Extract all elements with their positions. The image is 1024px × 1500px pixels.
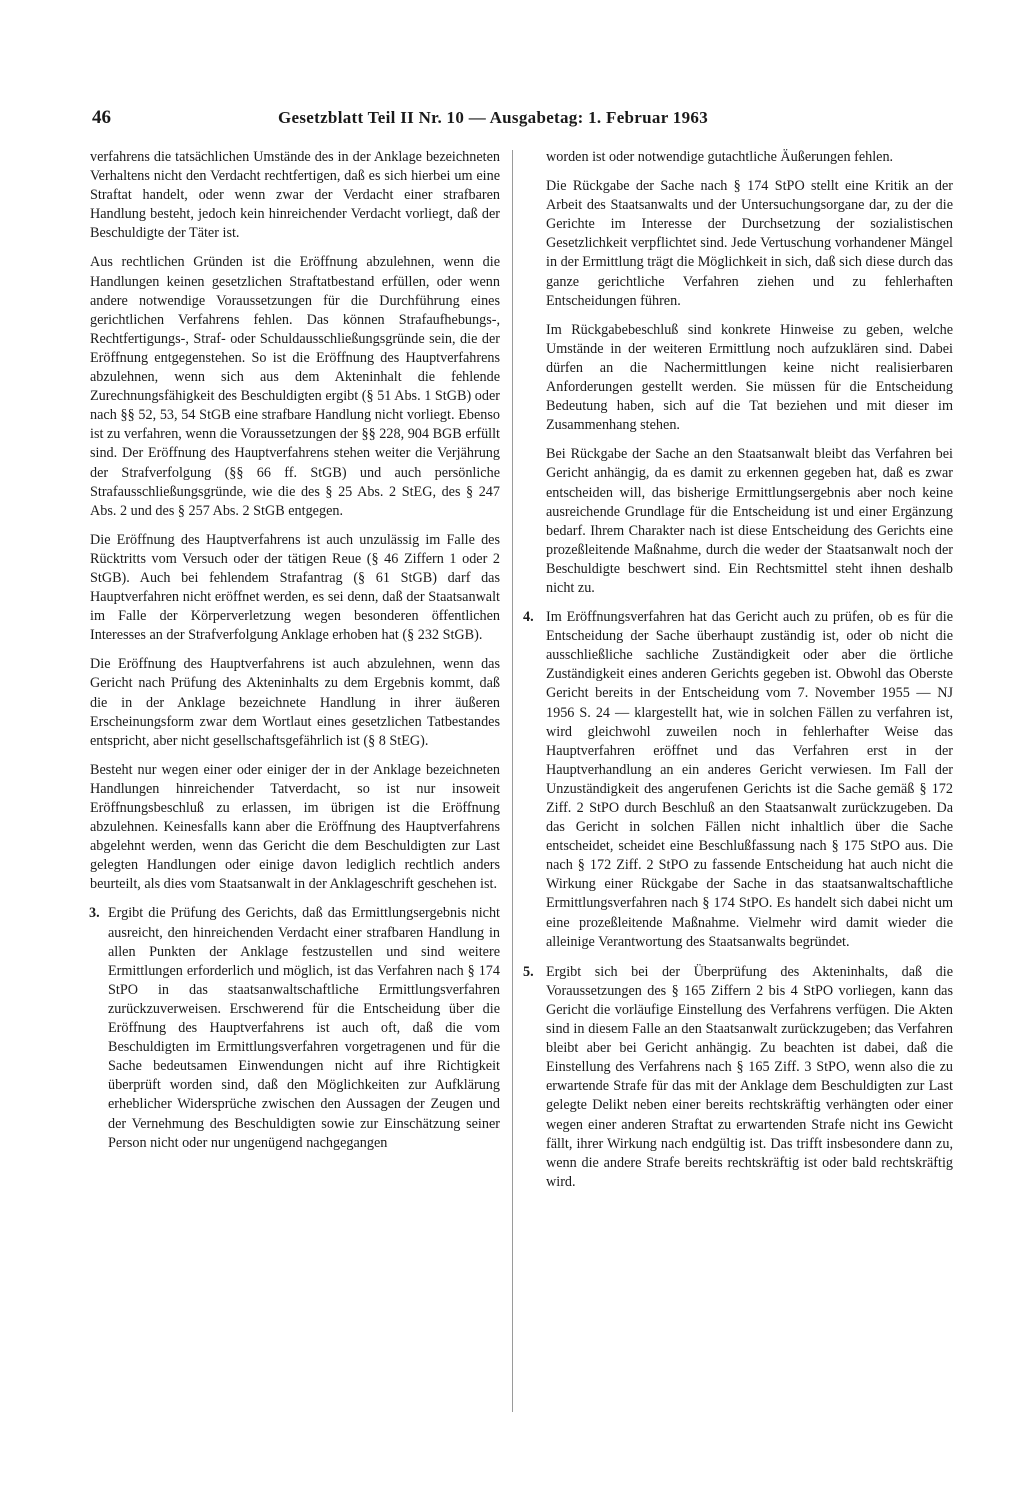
paragraph: worden ist oder notwendige gutachtliche Äußerungen fehlen. bbox=[546, 149, 894, 165]
item-number: 5. bbox=[523, 963, 534, 980]
numbered-item-5 bbox=[525, 963, 953, 1192]
item-text: Ergibt sich bei der Überprüfung des Akteninhalts, daß die Voraussetzungen des § 165 Ziffern 2 bis 4 StPO vorliegen, kann das Gericht die vorläufige Einstellung des Verfahrens verfügen. Die Akten sind in diesem Falle an den Staatsanwalt zurückzugeben; das Verfahren bleibt aber bei Gericht anhängig. Zu beachten ist dabei, daß die Einstellung des Verfahrens nach § 165 Ziff. 3 StPO, wenn also die zu erwartende Strafe für das mit der Anklage dem Beschuldigten zur Last gelegte Delikt neben einer bereits rechtskräftig verhängten oder einer wegen einer anderen Straftat zu erwartenden Strafe nicht ins Gewicht fällt, ihrer Wirkung nach endgültig ist. Das trifft insbesondere dann zu, wenn die andere Strafe bereits rechtskräftig ist oder bald rechtskräftig wird. bbox=[546, 963, 953, 1190]
page-number: 46 bbox=[92, 107, 111, 128]
paragraph: Aus rechtlichen Gründen ist die Eröffnung abzulehnen, wenn die Handlungen keinen gesetzlichen Straftatbestand erfüllen, oder wenn andere notwendige Voraussetzungen für die Durchführung eines gerichtlichen Verfahrens fehlen. Das können Strafaufhebungs-, Rechtfertigungs-, Straf- oder Schuldausschließungsgründe sein, die der Eröffnung entgegenstehen. So ist die Eröffnung des Hauptverfahrens abzulehnen, wenn sich aus dem Akteninhalt die fehlende Zurechnungsfähigkeit des Beschuldigten ergibt (§ 51 Abs. 1 StGB) oder nach §§ 52, 53, 54 StGB eine strafbare Handlung nicht vorliegt. Ebenso ist zu verfahren, wenn die Voraussetzungen der §§ 228, 904 BGB erfüllt sind. Der Eröffnung des Hauptverfahrens stehen weiter die Verjährung der Strafverfolgung (§§ 66 ff. StGB) und auch persönliche Strafausschließungsgründe, wie die des § 25 Abs. 2 StEG, des § 247 Abs. 2 und des § 257 Abs. 2 StGB entgegen. bbox=[90, 254, 500, 519]
right-column bbox=[525, 148, 953, 1203]
paragraph: Bei Rückgabe der Sache an den Staatsanwalt bleibt das Verfahren bei Gericht anhängig, da es damit zu erkennen gegeben hat, daß es zwar entscheiden will, das bisherige Ermittlungsergebnis aber noch keine ausreichende Grundlage für die Entscheidung ist und einer Ergänzung bedarf. Ihrem Charakter nach ist diese Entscheidung des Gerichts eine prozeßleitende Maßnahme, durch die weder der Staatsanwalt noch der Beschuldigte beschwert sind. Ein Rechtsmittel steht ihnen deshalb nicht zu. bbox=[546, 446, 953, 596]
paragraph: Die Rückgabe der Sache nach § 174 StPO stellt eine Kritik an der Arbeit des Staatsanwalts und der Untersuchungsorgane dar, zu der die Gerichte im Interesse der Durchsetzung der sozialistischen Gesetzlichkeit verpflichtet sind. Jede Vertuschung vorhandener Mängel in der Ermittlung trägt die Möglichkeit in sich, daß sich diese durch das ganze gerichtliche Verfahren ziehen und zu fehlerhaften Entscheidungen führen. bbox=[546, 178, 954, 309]
paragraph: Im Rückgabebeschluß sind konkrete Hinweise zu geben, welche Umstände in der weiteren Ermittlung noch aufzuklären sind. Dabei dürfen an die Nachermittlungen keine nicht realisierbaren Anforderungen gestellt werden. Sie müssen für die Entscheidung Bedeutung haben, sich auf die Tat beziehen und mit dieser im Zusammenhang stehen. bbox=[546, 321, 953, 434]
left-column bbox=[90, 148, 500, 1164]
paragraph: Die Eröffnung des Hauptverfahrens ist auch unzulässig im Falle des Rücktritts vom Versuch oder der tätigen Reue (§ 46 Ziffern 1 oder 2 StGB). Auch bei fehlendem Strafantrag (§ 61 StGB) darf das Hauptverfahren nicht eröffnet werden, es sei denn, daß der Staatsanwalt im Falle der Körperverletzung wegen besonderen öffentlichen Interesses an der Strafverfolgung Anklage erhoben hat (§ 232 StGB). bbox=[90, 531, 500, 644]
paragraph: verfahrens die tatsächlichen Umstände des in der Anklage bezeichneten Verhaltens nicht den Verdacht rechtfertigen, daß es sich hierbei um eine Straftat handelt, oder wenn zwar der Verdacht einer strafbaren Handlung besteht, jedoch kein hinreichender Verdacht vorliegt, daß der Beschuldigte der Täter ist. bbox=[90, 149, 500, 242]
numbered-item-4 bbox=[525, 608, 953, 952]
item-number: 3. bbox=[89, 905, 100, 922]
item-text: Im Eröffnungsverfahren hat das Gericht auch zu prüfen, ob es für die Entscheidung der Sache überhaupt zuständig ist, oder ob nicht die ausschließliche sachliche Zuständigkeit oder aber die örtliche Zuständigkeit eines anderen Gerichts gegeben ist. Obwohl das Oberste Gericht bereits in der Entscheidung vom 7. November 1955 — NJ 1956 S. 24 — klargestellt hat, wie in solchen Fällen zu verfahren ist, wird gleichwohl zuweilen noch in fehlerhafter Weise das Hauptverfahren eröffnet und das Verfahren erst in der Hauptverhandlung an ein anderes Gericht verwiesen. Im Fall der Unzuständigkeit des angerufenen Gerichts ist die Sache gemäß § 172 Ziff. 2 StPO durch Beschluß an den Staatsanwalt zurückzugeben. Da das Gericht in solchen Fällen nicht inhaltlich über die Sache entscheidet, scheidet eine Beschlußfassung nach § 175 StPO aus. Die nach § 172 Ziff. 2 StPO zu fassende Entscheidung hat auch nicht die Wirkung einer Rückgabe der Sache in das staatsanwaltschaftliche Ermittlungsverfahren nach § 174 StPO. Es handelt sich dabei nicht um eine prozeßleitende Maßnahme. Vielmehr wird damit wieder die alleinige Verantwortung des Staatsanwalts begründet. bbox=[546, 609, 953, 950]
column-divider bbox=[512, 150, 513, 1412]
item-number: 4. bbox=[523, 609, 534, 626]
running-head: Gesetzblatt Teil II Nr. 10 — Ausgabetag: 1. Februar 1963 bbox=[278, 108, 708, 127]
paragraph: Besteht nur wegen einer oder einiger der in der Anklage bezeichneten Handlungen hinreichender Tatverdacht, so ist nur insoweit Eröffnungsbeschluß zu erlassen, im übrigen ist die Eröffnung abzulehnen. Keinesfalls kann aber die Eröffnung des Hauptverfahrens abgelehnt werden, wenn das Gericht die dem Beschuldigten zur Last gelegten Handlungen oder einige davon lediglich rechtlich anders beurteilt, als dies vom Staatsanwalt in der Anklageschrift geschehen ist. bbox=[90, 761, 500, 893]
numbered-item-3 bbox=[90, 904, 500, 1152]
paragraph: Die Eröffnung des Hauptverfahrens ist auch abzulehnen, wenn das Gericht nach Prüfung des Akteninhalts zu dem Ergebnis kommt, daß die in der Anklage bezeichnete Handlung in ihrer äußeren Erscheinungsform zwar dem Wortlaut eines gesetzlichen Tatbestandes entspricht, aber nicht gesellschaftsgefährlich ist (§ 8 StEG). bbox=[90, 656, 500, 749]
item-text: Ergibt die Prüfung des Gerichts, daß das Ermittlungsergebnis nicht ausreicht, den hinreichenden Verdacht einer strafbaren Handlung in allen Punkten der Anklage festzustellen und sind weitere Ermittlungen erforderlich und möglich, ist das Verfahren nach § 174 StPO in das staatsanwaltschaftliche Ermittlungsverfahren zurückzuverweisen. Erschwerend für die Entscheidung über die Eröffnung des Hauptverfahrens ist auch oft, daß die vom Beschuldigten im Ermittlungsverfahren vorgetragenen und für die Sache bedeutsamen Einwendungen nicht auf ihre Richtigkeit überprüft worden sind, daß den Möglichkeiten zur Aufklärung erheblicher Widersprüche zwischen den Aussagen der Zeugen und der Vernehmung des Beschuldigten sowie zur Einschätzung seiner Person nicht oder nur ungenügend nachgegangen bbox=[108, 905, 500, 1151]
page-header bbox=[92, 104, 952, 132]
